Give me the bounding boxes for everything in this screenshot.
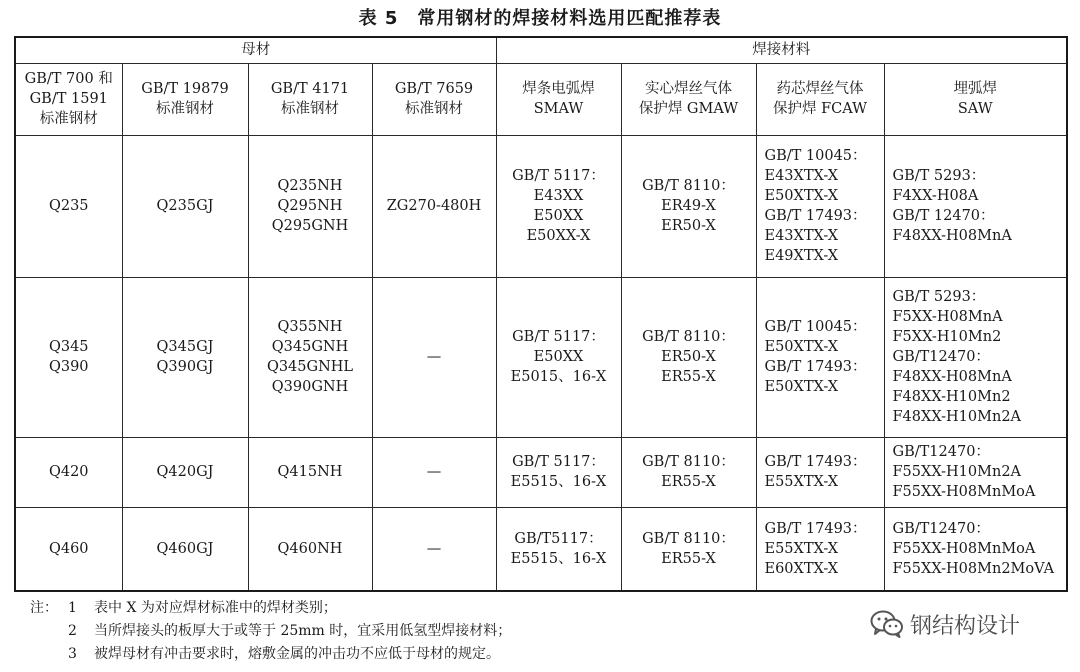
cell-line: ER50-X [661,218,716,234]
table-cell-gmaw [621,507,756,591]
header-line: GB/T 19879 [141,81,229,97]
table-cell-fcaw [756,277,884,437]
cell-line: E49XTX-X [764,248,839,264]
note-number: 3 [68,646,77,662]
table-cell-gbt19879 [122,277,248,437]
cell-line: E43XTX-X [764,168,839,184]
cell-line: Q235 [48,198,89,214]
table-cell-gbt7659 [372,507,496,591]
cell-line: ZG270-480H [386,198,482,214]
cell-line: — [426,540,442,557]
table-cell-gbt4171 [248,277,372,437]
table-cell-gbt19879 [122,507,248,591]
cell-line: Q415NH [277,464,343,480]
table-cell-gbt700-gbt1591 [15,277,122,437]
cell-line: Q390 [48,359,89,375]
cell-line: Q390GJ [156,359,214,375]
note-prefix: 注： [30,600,58,616]
cell-line: E43XX [533,188,584,204]
cell-line: ER50-X [661,349,716,365]
table-cell-gbt7659 [372,437,496,507]
cell-line: Q345GJ [156,339,214,355]
cell-line: — [426,464,442,480]
table-cell-saw [884,135,1067,277]
cell-line: F5XX-H08MnA [892,309,1003,325]
table-row [15,507,1067,591]
cell-line: E50XX [533,208,584,224]
cell-line: Q420GJ [156,464,214,480]
table-cell-gmaw [621,277,756,437]
cell-line: Q345GNHL [266,359,354,375]
cell-line: Q460GJ [156,540,214,557]
note-item [30,643,850,666]
header-line: 标准钢材 [156,101,214,117]
header-line: 标准钢材 [281,101,339,117]
header-line: GB/T 7659 [394,81,474,97]
header-line: 埋弧焊 [953,81,997,97]
table-cell-fcaw [756,135,884,277]
cell-line: E50XX-X [526,228,591,244]
watermark-text: 钢结构设计 [910,613,1021,639]
note-item [30,620,850,643]
table-cell-gmaw [621,437,756,507]
column-header-gbt19879 [122,63,248,135]
cell-line: F55XX-H08MnMoA [892,540,1036,557]
cell-line: ER55-X [661,474,716,490]
cell-line: GB/T 17493： [764,208,867,224]
table-cell-saw [884,437,1067,507]
header-line: SMAW [533,101,584,117]
cell-line: F48XX-H08MnA [892,369,1012,385]
welding-materials-table [14,36,1068,592]
table-cell-gbt19879 [122,437,248,507]
table-cell-gmaw [621,135,756,277]
cell-line: GB/T 5117： [512,454,605,470]
cell-line: GB/T 10045： [764,319,867,335]
cell-line: F55XX-H08MnMoA [892,484,1036,500]
table-cell-fcaw [756,507,884,591]
header-line: 标准钢材 [405,101,463,117]
cell-line: Q460 [48,540,89,557]
cell-line: F5XX-H10Mn2 [892,329,1002,345]
cell-line: Q295GNH [271,218,349,234]
cell-line: E50XTX-X [764,379,839,395]
table-cell-gbt19879 [122,135,248,277]
cell-line: GB/T 5293： [892,289,986,305]
cell-line: GB/T 17493： [764,520,867,537]
column-header-gbt7659 [372,63,496,135]
cell-line: Q235GJ [156,198,214,214]
table-row [15,135,1067,277]
cell-line: ER55-X [661,550,716,567]
cell-line: F55XX-H10Mn2A [892,464,1022,480]
cell-line: GB/T 8110： [642,329,735,345]
header-line: GB/T 1591 [29,91,108,107]
table-cell-saw [884,277,1067,437]
wechat-icon [870,609,904,639]
table-cell-gbt700-gbt1591 [15,135,122,277]
table-cell-gbt700-gbt1591 [15,507,122,591]
cell-line: Q355NH [277,319,343,335]
note-item [30,597,850,620]
cell-line: ER55-X [661,369,716,385]
cell-line: GB/T 5117： [512,168,605,184]
column-header-smaw [496,63,621,135]
table-cell-smaw [496,277,621,437]
notes [30,597,850,666]
group-header-base-metal: 母材 [15,37,496,63]
cell-line: GB/T12470： [892,520,990,537]
cell-line: Q295NH [277,198,343,214]
table-cell-fcaw [756,437,884,507]
cell-line: E55XTX-X [764,540,839,557]
column-header-gbt4171 [248,63,372,135]
table-cell-gbt7659 [372,135,496,277]
cell-line: Q345GNH [271,339,349,355]
cell-line: GB/T12470： [892,349,990,365]
table-row [15,277,1067,437]
cell-line: GB/T 8110： [642,454,735,470]
cell-line: E50XTX-X [764,188,839,204]
cell-line: Q460NH [277,540,343,557]
table-cell-gbt4171 [248,135,372,277]
note-text: 表中 X 为对应焊材标准中的焊材类别； [94,600,337,616]
header-line: 药芯焊丝气体 [776,81,864,97]
cell-line: GB/T 8110： [642,178,735,194]
header-line: GB/T 700 和 [24,71,113,87]
cell-line: GB/T 10045： [764,148,867,164]
cell-line: ER49-X [661,198,716,214]
table-cell-gbt7659 [372,277,496,437]
header-line: 保护焊 GMAW [638,101,739,117]
cell-line: Q345 [48,339,89,355]
table-cell-gbt4171 [248,507,372,591]
table-title: 表 5 常用钢材的焊接材料选用匹配推荐表 [358,8,722,29]
table-row [15,437,1067,507]
cell-line: E50XX [533,349,584,365]
note-text: 被焊母材有冲击要求时，熔敷金属的冲击功不应低于母材的规定。 [94,646,500,662]
table-cell-smaw [496,507,621,591]
cell-line: F4XX-H08A [892,188,979,204]
header-line: 实心焊丝气体 [645,81,732,97]
watermark [870,604,1020,644]
cell-line: F55XX-H08Mn2MoVA [892,560,1055,577]
cell-line: E5015、16-X [510,369,607,385]
cell-line: E43XTX-X [764,228,839,244]
cell-line: GB/T 8110： [642,530,735,547]
header-line: 焊条电弧焊 [522,81,595,97]
cell-line: GB/T 17493： [764,454,867,470]
table-cell-gbt4171 [248,437,372,507]
note-text: 当所焊接头的板厚大于或等于 25mm 时，宜采用低氢型焊接材料； [94,623,512,639]
note-number: 1 [68,600,77,616]
header-line: 标准钢材 [39,111,98,127]
cell-line: GB/T 5117： [512,329,605,345]
cell-line: Q420 [48,464,89,480]
cell-line: GB/T5117： [514,530,603,547]
table-cell-saw [884,507,1067,591]
cell-line: Q235NH [277,178,343,194]
header-line: GB/T 4171 [270,81,350,97]
group-header-row [15,37,1067,63]
group-header-welding-material: 焊接材料 [496,37,1067,63]
table-cell-smaw [496,135,621,277]
cell-line: E50XTX-X [764,339,839,355]
column-header-saw [884,63,1067,135]
cell-line: E60XTX-X [764,560,839,577]
cell-line: GB/T12470： [892,444,990,460]
header-line: SAW [957,101,993,117]
cell-line: E5515、16-X [510,474,607,490]
column-header-gmaw [621,63,756,135]
cell-line: GB/T 12470： [892,208,995,224]
column-header-fcaw [756,63,884,135]
cell-line: E55XTX-X [764,474,839,490]
cell-line: F48XX-H10Mn2A [892,409,1022,425]
cell-line: GB/T 17493： [764,359,867,375]
table-cell-gbt700-gbt1591 [15,437,122,507]
cell-line: Q390GNH [271,379,349,395]
header-line: 保护焊 FCAW [772,101,868,117]
column-header-row [15,63,1067,135]
note-number: 2 [68,623,77,639]
cell-line: E5515、16-X [510,550,607,567]
cell-line: GB/T 5293： [892,168,986,184]
column-header-gbt700-gbt1591 [15,63,122,135]
cell-line: F48XX-H08MnA [892,228,1012,244]
cell-line: F48XX-H10Mn2 [892,389,1011,405]
table-cell-smaw [496,437,621,507]
cell-line: — [426,349,442,365]
